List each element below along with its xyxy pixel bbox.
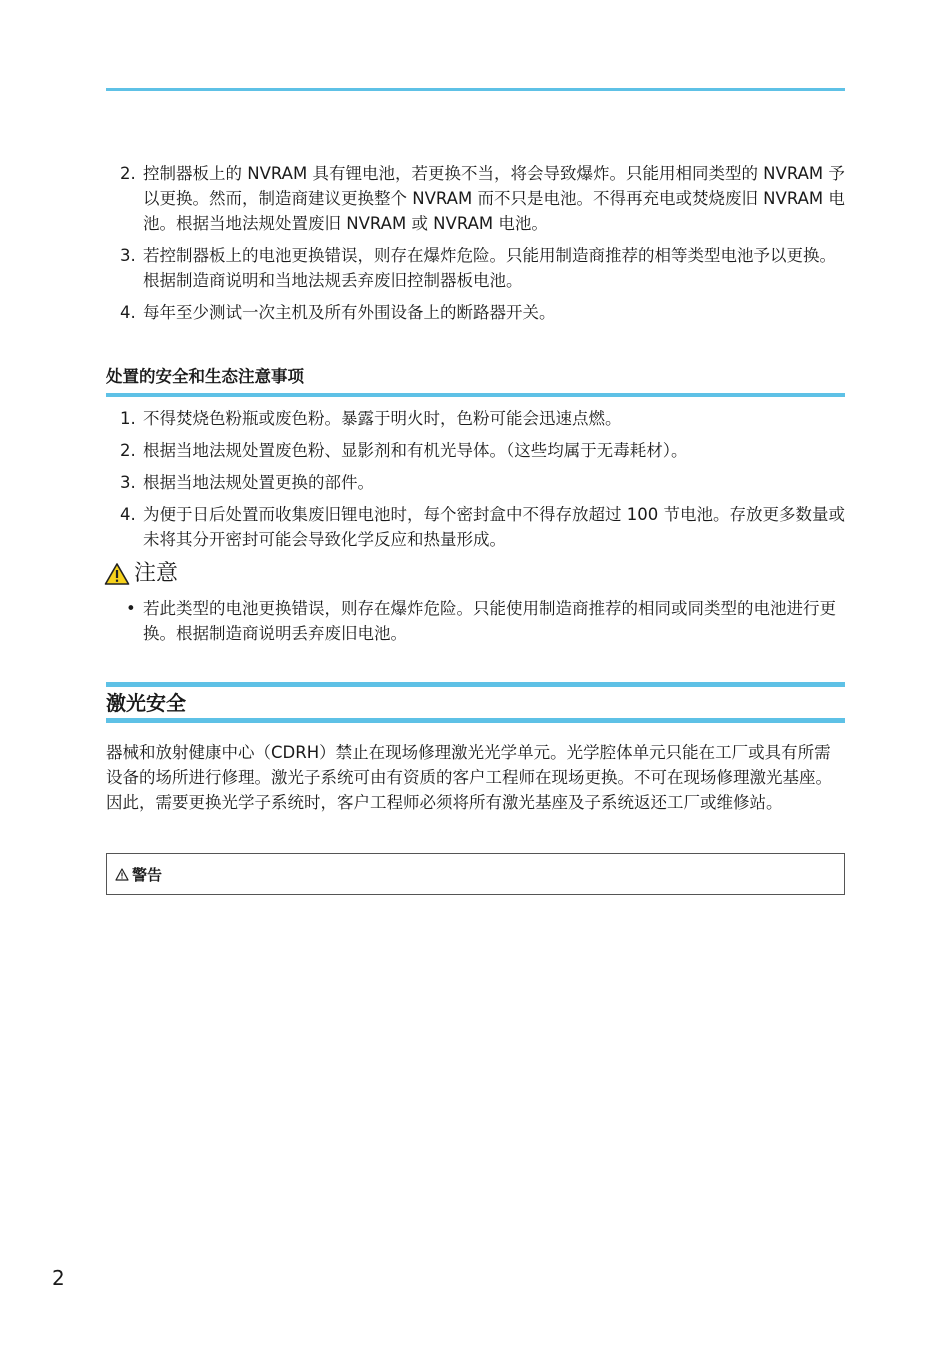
list-item [106,243,845,293]
list-item-text: 每年至少测试一次主机及所有外围设备上的断路器开关。 [143,303,556,322]
list-item-text: 根据当地法规处置废色粉、显影剂和有机光导体。（这些均属于无毒耗材）。 [143,441,688,460]
list-item [106,300,845,325]
list-item-number: 2. [120,441,136,460]
list-item-number: 3. [120,246,136,265]
page-number: 2 [52,1266,65,1290]
warning-outline-icon [115,868,129,881]
list-item [106,470,845,495]
caution-item [106,596,845,646]
list-item-text: 根据当地法规处置更换的部件。 [143,473,374,492]
caution-item-text: 若此类型的电池更换错误，则存在爆炸危险。只能使用制造商推荐的相同或同类型的电池进行更换。根据制造商说明丢弃废旧电池。 [143,599,836,643]
list-item-text: 控制器板上的 NVRAM 具有锂电池，若更换不当，将会导致爆炸。只能用相同类型的 NVRAM 予以更换。然而，制造商建议更换整个 NVRAM 而不只是电池。不得再充电或焚烧废旧 NVRAM 电池。根据当地法规处置废旧 NVRAM 或 NVRAM 电池。 [143,164,845,233]
list-item [106,161,845,236]
laser-bottom-bar [106,718,845,723]
top-rule [106,88,845,91]
laser-section-header [106,682,845,723]
list-item-number: 2. [120,164,136,183]
battery-safety-list [106,161,845,332]
caution-list [106,596,845,646]
bullet-marker: • [126,599,136,618]
warning-box [106,853,845,895]
caution-label: 注意 [134,561,179,586]
list-item-number: 4. [120,303,136,322]
laser-section-title: 激光安全 [106,691,186,715]
disposal-heading: 处置的安全和生态注意事项 [106,365,845,397]
list-item-number: 4. [120,505,136,524]
list-item-number: 3. [120,473,136,492]
caution-title [104,559,178,589]
warning-label: 警告 [132,865,163,884]
list-item-text: 为便于日后处置而收集废旧锂电池时，每个密封盒中不得存放超过 100 节电池。存放更多数量或未将其分开密封可能会导致化学反应和热量形成。 [143,505,845,549]
disposal-list [106,406,845,559]
list-item [106,502,845,552]
warning-triangle-icon [104,562,130,586]
list-item [106,406,845,431]
list-item [106,438,845,463]
list-item-text: 若控制器板上的电池更换错误，则存在爆炸危险。只能用制造商推荐的相等类型电池予以更换。根据制造商说明和当地法规丢弃废旧控制器板电池。 [143,246,836,290]
list-item-number: 1. [120,409,136,428]
laser-paragraph: 器械和放射健康中心（CDRH）禁止在现场修理激光光学单元。光学腔体单元只能在工厂或具有所需设备的场所进行修理。激光子系统可由有资质的客户工程师在现场更换。不可在现场修理激光基座。因此，需要更换光学子系统时，客户工程师必须将所有激光基座及子系统返还工厂或维修站。 [106,743,832,812]
warning-title [115,864,162,885]
list-item-text: 不得焚烧色粉瓶或废色粉。暴露于明火时，色粉可能会迅速点燃。 [143,409,622,428]
